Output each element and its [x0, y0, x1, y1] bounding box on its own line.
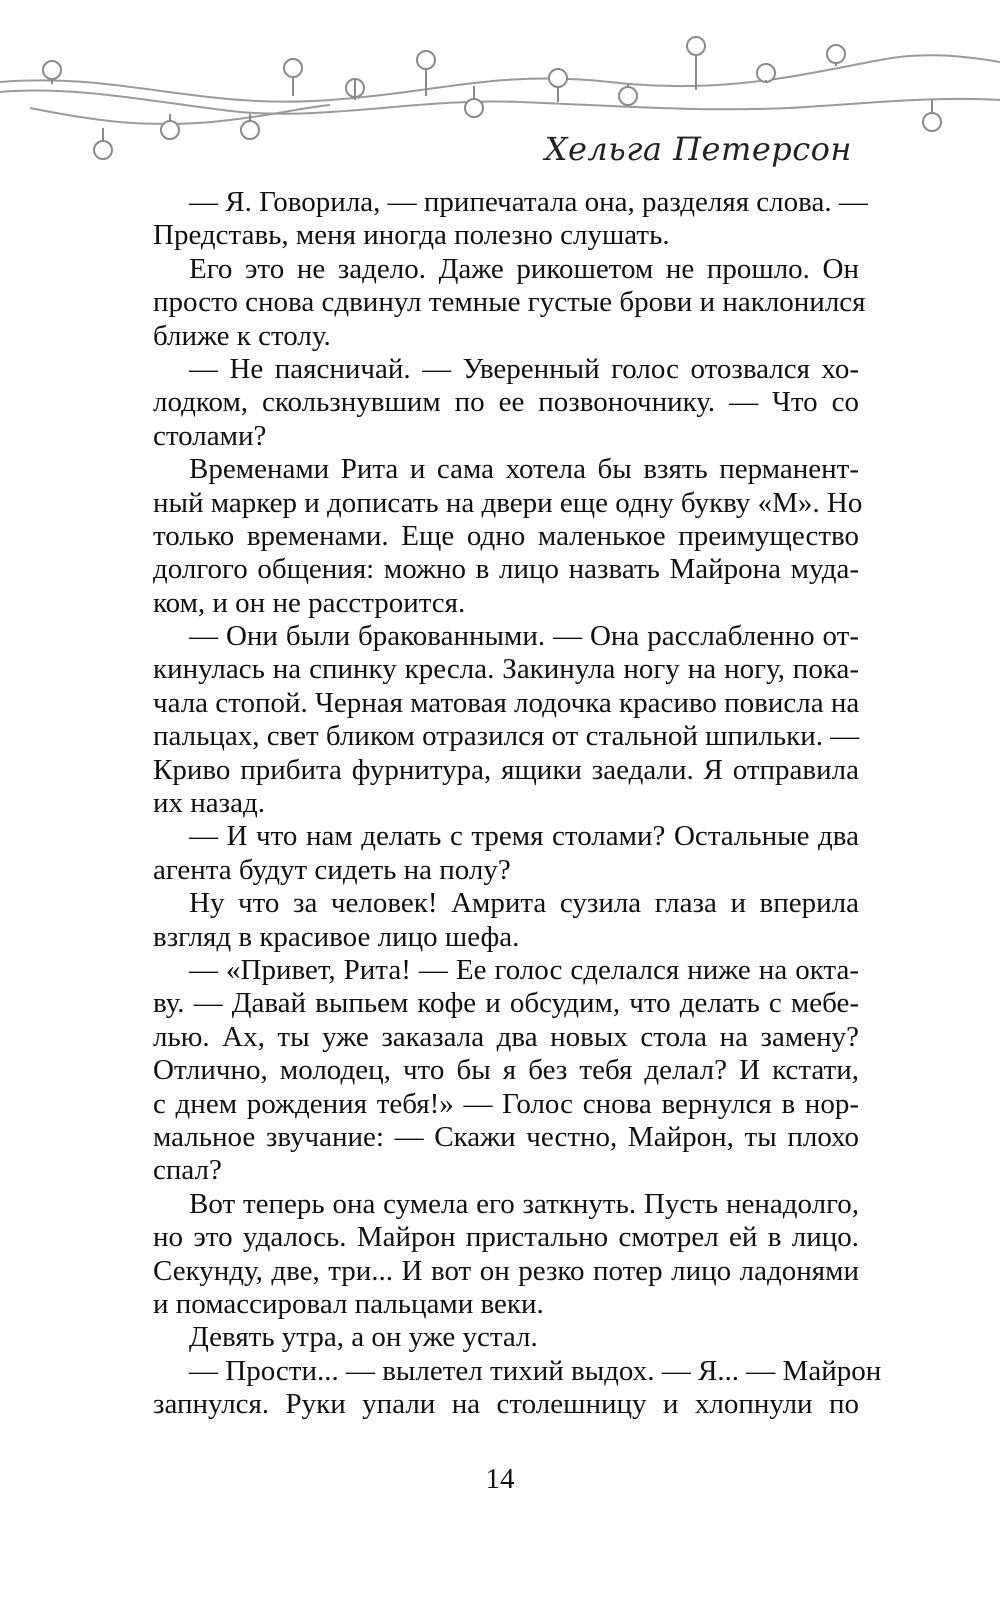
paragraph: [153, 1321, 859, 1354]
paragraph: [153, 252, 866, 353]
text-line: Криво прибита фурнитура, ящики заедали. Я отправила: [153, 753, 859, 786]
text-line: лодком, скользнувшим по ее позвоночнику. — Что со: [153, 386, 859, 419]
text-line: Ну что за человек! Амрита сузила глаза и вперила: [189, 887, 859, 920]
text-line: чала стопой. Черная матовая лодочка красиво повисла на: [153, 686, 860, 719]
text-line: долгого общения: можно в лицо назвать Майрона муда-: [153, 553, 859, 586]
paragraph: [153, 453, 863, 620]
text-line: пальцах, свет бликом отразился от стальной шпильки. —: [153, 720, 860, 753]
text-line: ву. — Давай выпьем кофе и обсудим, что делать с мебе-: [153, 987, 859, 1020]
text-line: столами?: [153, 419, 267, 452]
page-number: 14: [485, 1463, 515, 1495]
text-line: и помассировал пальцами веки.: [153, 1287, 544, 1320]
paragraph: [153, 353, 859, 453]
text-line: Отлично, молодец, что бы я без тебя делал? И кстати,: [153, 1054, 859, 1087]
text-line: Вот теперь она сумела его заткнуть. Пусть ненадолго,: [189, 1187, 859, 1220]
paragraph: [153, 820, 859, 887]
paragraph: [153, 1188, 859, 1322]
text-line: ный маркер и дописать на двери еще одну букву «М». Но: [153, 486, 863, 519]
text-line: — Я. Говорила, — припечатала она, разделяя слова. —: [189, 186, 868, 218]
text-line: — Они были бракованными. — Она расслабленно от-: [189, 620, 859, 653]
text-line: — Не паясничай. — Уверенный голос отозвался хо-: [189, 352, 859, 385]
running-head-author: Хельга Петерсон: [544, 130, 852, 168]
text-line: Временами Рита и сама хотела бы взять перманент-: [189, 453, 859, 486]
text-line: кинулась на спинку кресла. Закинула ногу на ногу, пока-: [153, 653, 859, 686]
body-text: [153, 186, 882, 1421]
text-line: запнулся. Руки упали на столешницу и хлопнули по: [153, 1388, 859, 1421]
text-line: только временами. Еще одно маленькое преимущество: [153, 519, 859, 552]
text-line: спал?: [153, 1154, 222, 1187]
paragraph: [153, 954, 859, 1188]
paragraph: [153, 1354, 882, 1422]
text-line: лью. Ах, ты уже заказала два новых стола на замену?: [153, 1020, 859, 1053]
text-line: — Прости... — вылетел тихий выдох. — Я... — Майрон: [189, 1354, 882, 1387]
text-line: Его это не задело. Даже рикошетом не прошло. Он: [189, 252, 859, 285]
text-line: агента будут сидеть на полу?: [153, 853, 511, 886]
text-line: с днем рождения тебя!» — Голос снова вернулся в нор-: [153, 1087, 859, 1120]
text-line: Секунду, две, три... И вот он резко потер лицо ладонями: [153, 1254, 859, 1287]
text-line: ком, и он не расстроится.: [153, 586, 466, 619]
text-line: Девять утра, а он уже устал.: [189, 1321, 538, 1354]
text-line: мальное звучание: — Скажи честно, Майрон, ты плохо: [153, 1120, 859, 1153]
text-line: Представь, меня иногда полезно слушать.: [153, 219, 670, 252]
text-line: ближе к столу.: [153, 319, 331, 352]
text-line: — «Привет, Рита! — Ее голос сделался ниже на окта-: [189, 953, 859, 986]
paragraph: [153, 186, 868, 253]
text-line: взгляд в красивое лицо шефа.: [153, 920, 520, 953]
text-line: их назад.: [153, 787, 265, 820]
paragraph: [153, 620, 859, 820]
text-line: просто снова сдвинул темные густые брови и наклонился: [153, 286, 866, 319]
paragraph: [153, 887, 859, 954]
text-line: но это удалось. Майрон пристально смотрел ей в лицо.: [153, 1221, 859, 1254]
text-line: — И что нам делать с тремя столами? Остальные два: [189, 820, 859, 853]
